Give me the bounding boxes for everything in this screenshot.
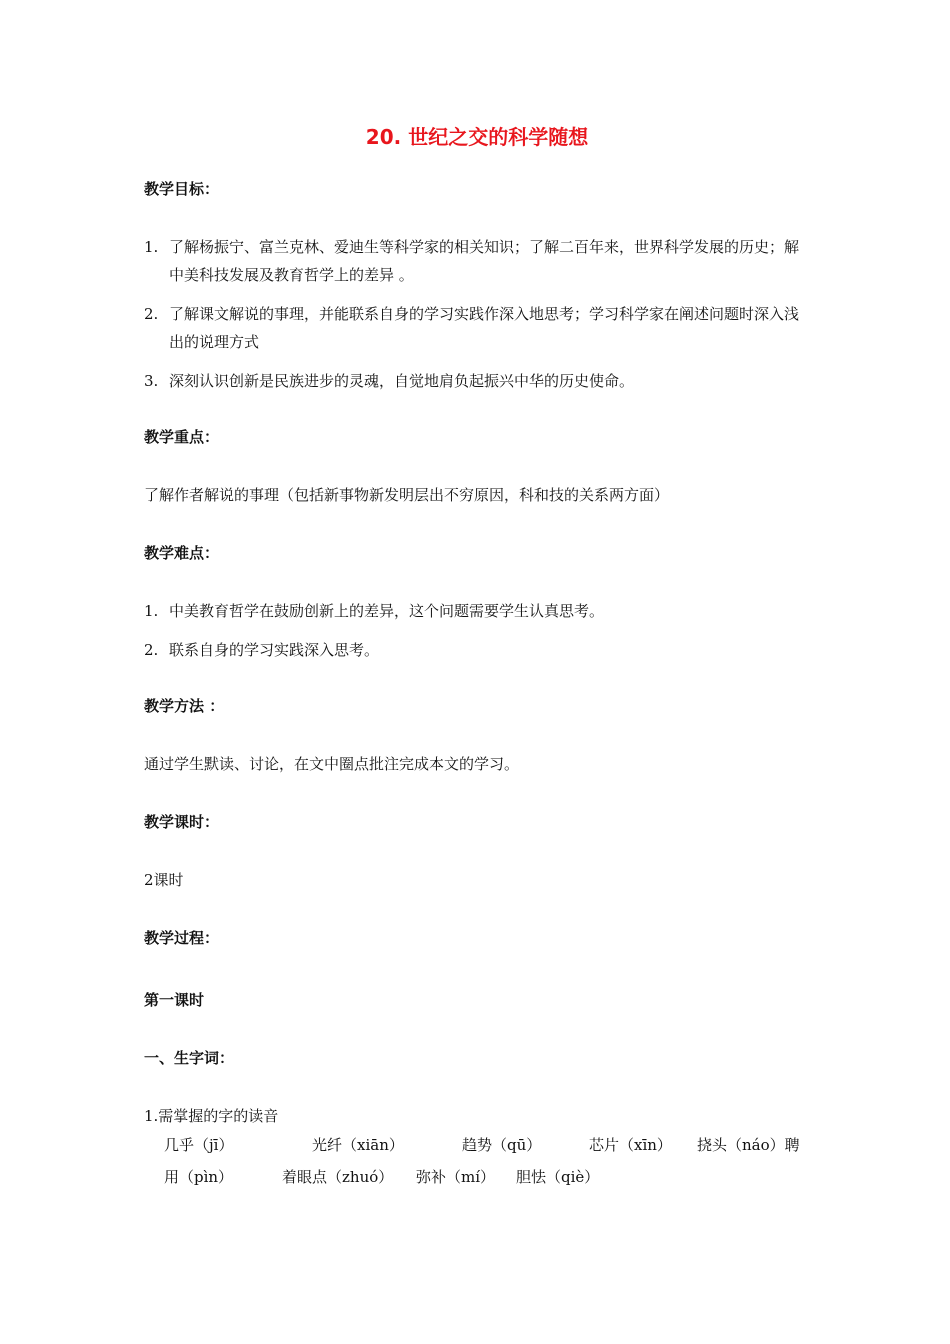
list-item — [144, 367, 810, 395]
page-title: 20. 世纪之交的科学随想 — [365, 125, 589, 149]
pinyin-row-1 — [144, 1129, 810, 1161]
objectives-heading: 教学目标： — [144, 180, 220, 198]
difficulties-heading: 教学难点： — [144, 544, 220, 562]
list-item — [144, 636, 810, 664]
pinyin-item: 趋势（qū） — [462, 1136, 542, 1154]
list-number: 2. — [144, 305, 159, 323]
list-number: 2. — [144, 641, 159, 659]
method-heading: 教学方法 ： — [144, 697, 225, 715]
hours-heading: 教学课时： — [144, 813, 220, 831]
vocab-heading: 一、生字词： — [144, 1049, 235, 1067]
list-number: 1. — [144, 238, 159, 256]
list-text: 联系自身的学习实践深入思考。 — [169, 641, 380, 659]
pinyin-item: 挠头（náo）聘 — [697, 1136, 800, 1154]
process-heading: 教学过程： — [144, 929, 220, 947]
pinyin-item: 胆怯（qiè） — [516, 1168, 600, 1186]
list-number: 1. — [144, 602, 159, 620]
pinyin-item: 用（pìn） — [164, 1168, 234, 1186]
pinyin-item: 芯片（xīn） — [589, 1136, 672, 1154]
key-points-text: 了解作者解说的事理（包括新事物新发明层出不穷原因，科和技的关系两方面） — [144, 486, 670, 504]
method-text: 通过学生默读、讨论，在文中圈点批注完成本文的学习。 — [144, 755, 520, 773]
pinyin-item: 光纤（xiān） — [312, 1136, 404, 1154]
hours-text: 2课时 — [144, 871, 184, 889]
list-text: 深刻认识创新是民族进步的灵魂，自觉地肩负起振兴中华的历史使命。 — [169, 372, 635, 390]
objectives-list — [144, 233, 810, 395]
list-text: 了解课文解说的事理，并能联系自身的学习实践作深入地思考；学习科学家在阐述问题时深入浅出的说理方式 — [169, 305, 800, 351]
list-number: 3. — [144, 372, 159, 390]
lesson1-heading: 第一课时 — [144, 991, 205, 1009]
list-item — [144, 300, 810, 356]
list-item — [144, 597, 810, 625]
pinyin-item: 几乎（jī） — [164, 1136, 234, 1154]
list-text: 了解杨振宁、富兰克林、爱迪生等科学家的相关知识；了解二百年来，世界科学发展的历史；解中美科技发展及教育哲学上的差异 。 — [169, 238, 800, 284]
pinyin-item: 弥补（mí） — [416, 1168, 496, 1186]
pinyin-item: 着眼点（zhuó） — [282, 1168, 394, 1186]
pinyin-row-2 — [144, 1161, 810, 1193]
difficulties-list — [144, 597, 810, 664]
vocab-subheading: 1.需掌握的字的读音 — [144, 1107, 279, 1125]
list-item — [144, 233, 810, 289]
list-text: 中美教育哲学在鼓励创新上的差异，这个问题需要学生认真思考。 — [169, 602, 605, 620]
key-points-heading: 教学重点： — [144, 428, 220, 446]
